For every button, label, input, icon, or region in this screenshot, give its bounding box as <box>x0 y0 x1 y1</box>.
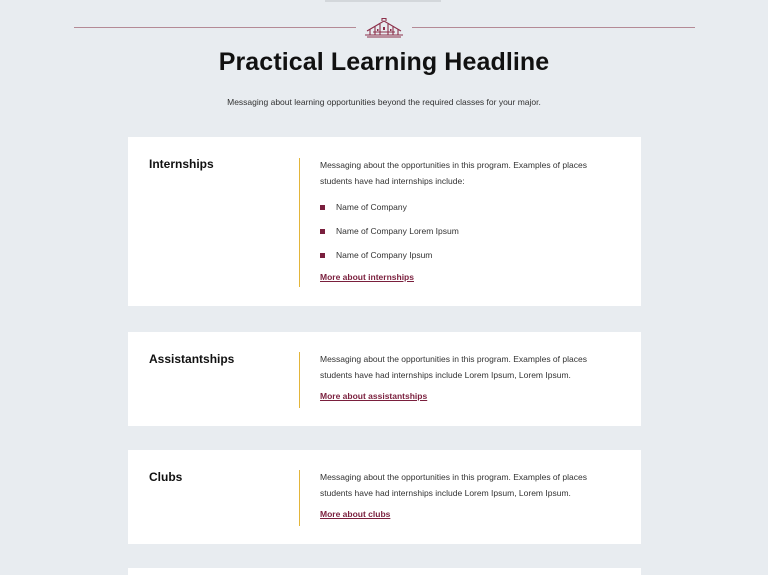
card-title: Assistantships <box>149 352 235 366</box>
page-subtitle: Messaging about learning opportunities beyond the required classes for your major. <box>227 97 541 107</box>
assistantships-card <box>128 332 641 426</box>
list-item <box>320 195 620 219</box>
card-divider <box>299 158 300 287</box>
more-about-internships-link[interactable]: More about internships <box>320 272 414 282</box>
more-about-assistantships-link[interactable]: More about assistantships <box>320 391 428 401</box>
bullet-square-icon <box>320 253 325 258</box>
card-text: Messaging about the opportunities in this program. Examples of places students have had internships include Lorem Ipsum, Lorem Ipsum. <box>320 354 587 380</box>
more-about-clubs-link[interactable]: More about clubs <box>320 509 391 519</box>
card-body <box>320 469 620 522</box>
card-title: Clubs <box>149 470 183 484</box>
bullet-square-icon <box>320 205 325 210</box>
next-card <box>128 568 641 575</box>
emblem-container <box>356 15 412 41</box>
internships-card <box>128 137 641 306</box>
list-item-label: Name of Company Lorem Ipsum <box>336 226 459 236</box>
bullet-square-icon <box>320 229 325 234</box>
top-tab <box>325 0 441 2</box>
list-item <box>320 219 620 243</box>
card-body <box>320 351 620 404</box>
card-title: Internships <box>149 157 214 171</box>
card-divider <box>299 470 300 526</box>
campus-building-emblem-icon <box>361 18 407 38</box>
list-item-label: Name of Company <box>336 202 407 212</box>
list-item-label: Name of Company Ipsum <box>336 250 433 260</box>
card-text: Messaging about the opportunities in this program. Examples of places students have had internships include Lorem Ipsum, Lorem Ipsum. <box>320 472 587 498</box>
list-item <box>320 243 620 267</box>
card-divider <box>299 352 300 408</box>
page-headline: Practical Learning Headline <box>218 48 550 76</box>
company-list <box>320 195 620 267</box>
clubs-card <box>128 450 641 544</box>
card-text: Messaging about the opportunities in this program. Examples of places students have had internships include: <box>320 160 587 186</box>
card-body <box>320 157 620 285</box>
